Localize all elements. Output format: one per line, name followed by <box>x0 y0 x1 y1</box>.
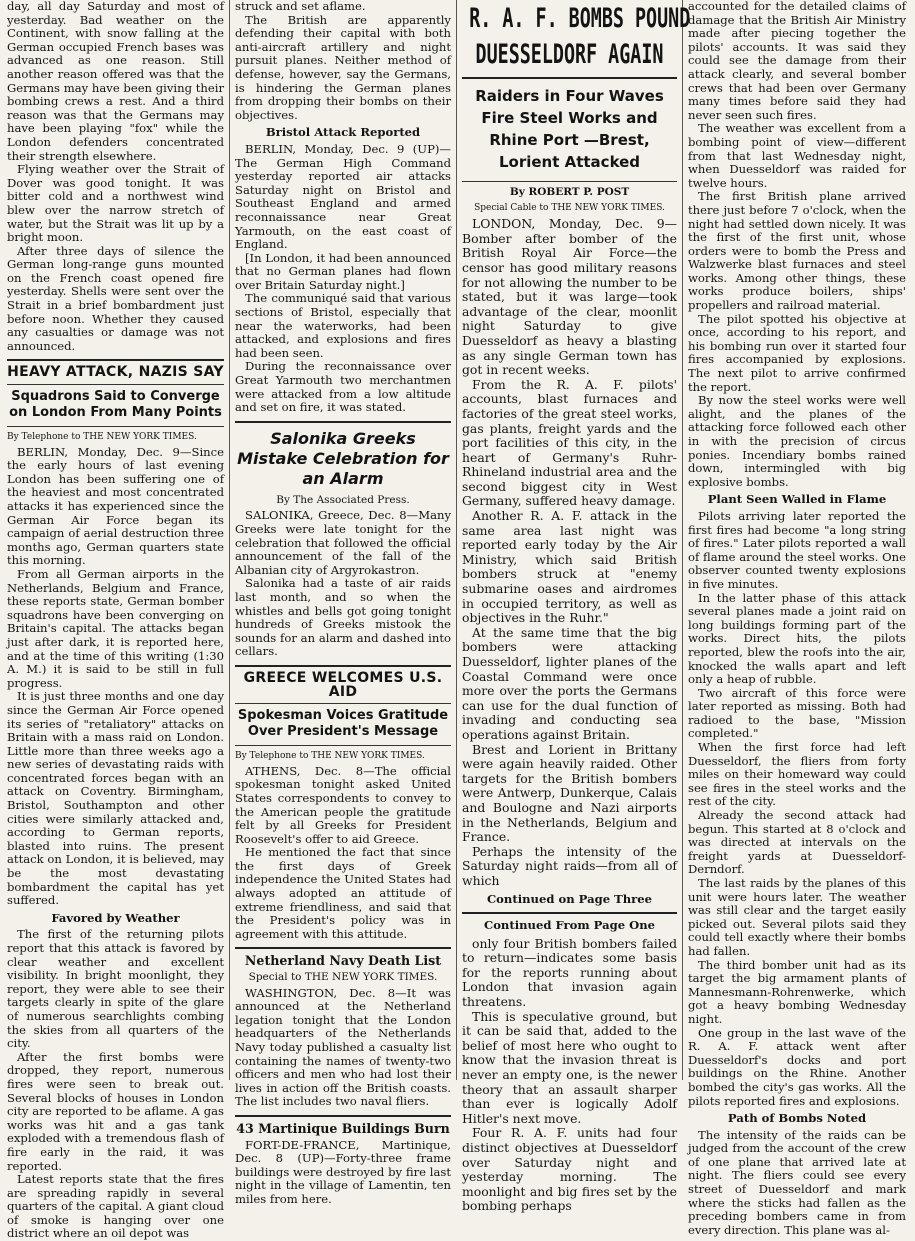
byline-author: By ROBERT P. POST <box>509 186 630 198</box>
banner-headline-line-1: R. A. F. BOMBS POUND <box>469 3 691 34</box>
subhead-favored-by-weather: Favored by Weather <box>51 910 180 925</box>
subhead-path-of-bombs: Path of Bombs Noted <box>727 1111 867 1126</box>
article-paragraph: Latest reports state that the fires are spreading rapidly in several quarters of the capital. A giant cloud of smoke is hanging over one district where an oil depot was <box>7 1172 224 1241</box>
headline-martinique: 43 Martinique Buildings Burn <box>236 1120 450 1136</box>
article-paragraph: Salonika had a taste of air raids last month, and so when the whistles and bells got going tonight hundreds of Greeks mistook the sounds for an alarm and dashed into cellars. <box>235 576 451 659</box>
column-3 <box>457 0 691 1214</box>
article-paragraph: Four R. A. F. units had four distinct objectives at Duesseldorf over Saturday night and yesterday morning. The moonlight and big fires set by the bombing perhaps <box>462 1125 677 1214</box>
subhead-bristol-attack: Bristol Attack Reported <box>265 125 421 140</box>
divider <box>235 421 451 423</box>
byline: By Telephone to THE NEW YORK TIMES. <box>235 751 425 762</box>
article-paragraph: The third bomber unit had as its target the big armament plants of Mannesmann-Rohrenwerke, which got a heavy bombing Wednesday night. <box>688 957 906 1026</box>
article-paragraph: The first British plane arrived there just before 7 o'clock, when the night had settled down nicely. It was the first of the first unit, whose orders were to bomb the Press and Walzwerke blast furnaces and steel works. Among other things, these works produce boilers, ships' propellers and railroad material. <box>688 189 906 313</box>
deck-spokesman: Spokesman Voices Gratitude Over President's Message <box>237 708 449 740</box>
article-paragraph: The intensity of the raids can be judged from the account of the crew of one plane that arrived late at night. The fliers could see every street of Duesseldorf and mark where the sticks had fallen as the preceding bombers came in from every direction. This plane was al- <box>688 1127 906 1237</box>
article-paragraph: The British are apparently defending their capital with both anti-aircraft artillery and night pursuit planes. Neither method of defense, however, say the Germans, is hindering the German planes from dropping their bombs on their objectives. <box>235 12 451 122</box>
article-paragraph: SALONIKA, Greece, Dec. 8—Many Greeks were late tonight for the celebration that followed the official announcement of the fall of the Albanian city of Argyrokastron. <box>235 508 451 577</box>
article-paragraph: It is just three months and one day since the German Air Force opened its series of "retaliatory" attacks on Britain with a mass raid on London. Little more than three weeks ago a new series of devastating raids with concentrated forces began with an attack on Coventry. Birmingham, Bristol, Southampton and other cities were similarly attacked and, according to German reports, blasted into ruins. The present attack on London, it is believed, may be the most devastating bombardment the capital has yet suffered. <box>7 689 224 908</box>
byline: Special Cable to THE NEW YORK TIMES. <box>474 202 665 213</box>
byline: Special to THE NEW YORK TIMES. <box>248 971 438 984</box>
article-paragraph: The pilot spotted his objective at once, according to his report, and his bombing run over it started four fires accompanied by explosions. The next pilot to arrive confirmed the report. <box>688 311 906 394</box>
article-paragraph: Brest and Lorient in Brittany were again heavily raided. Other targets for the British bombers were Antwerp, Dunkerque, Calais and Boulogne and Nazi airports in the Netherlands, Belgium and France. <box>462 741 677 845</box>
article-paragraph: Already the second attack had begun. This started at 8 o'clock and was directed at intervals on the freight yards at Duesseldorf-Derndorf. <box>688 808 906 877</box>
deck-raiders: Raiders in Four Waves Fire Steel Works and Rhine Port —Brest, Lorient Attacked <box>475 87 664 171</box>
divider <box>235 947 451 949</box>
article-paragraph: struck and set aflame. <box>235 0 366 13</box>
article-paragraph: The last raids by the planes of this unit were hours later. The weather was still clear and the target easily picked out. Several pilots said they could tell exactly where their bombs had fallen. <box>688 876 906 958</box>
article-paragraph: ATHENS, Dec. 8—The official spokesman tonight asked United States correspondents to convey to the American people the gratitude felt by all Greeks for President Roosevelt's offer to aid Greece. <box>235 763 451 846</box>
article-paragraph: The weather was excellent from a bombing point of view—different from that last Wednesday night, when Duesseldorf was raided for twelve hours. <box>688 121 906 190</box>
article-paragraph: After three days of silence the German long-range guns mounted on the French coast opened fire yesterday. Shells were sent over the Strait in a brief bombardment just before noon. Whether they caused any casualties or damage was not announced. <box>7 243 224 353</box>
article-paragraph: From all German airports in the Netherlands, Belgium and France, these reports state, German bomber squadrons have been converging on Britain's capital. The attacks began just after dark, it is reported here, and at the time of this writing (1:30 A. M.) it is said to be still in full progress. <box>7 566 224 690</box>
article-paragraph: When the first force had left Duesseldorf, the fliers from forty miles on their homeward way could see fires in the steel works and the rest of the city. <box>688 740 906 809</box>
article-paragraph: Pilots arriving later reported the first fires had become "a long string of fires." Later pilots reported a wall of flame around the steel works. One observer counted twenty explosions in five minutes. <box>688 508 906 591</box>
article-paragraph: He mentioned the fact that since the first days of Greek independence the United States had always adopted an attitude of extreme friendliness, and said that the President's policy was in agreement with this attitude. <box>235 845 451 941</box>
article-paragraph: only four British bombers failed to return—indicates some basis for the reports running about London that invasion again threatens. <box>462 935 677 1010</box>
article-paragraph: WASHINGTON, Dec. 8—It was announced at the Netherland legation tonight that the London headquarters of the Netherlands Navy today published a casualty list containing the names of twenty-two officers and men who had lost their lives in action off the British coasts. The list includes two naval fliers. <box>235 985 451 1109</box>
headline-heavy-attack: HEAVY ATTACK, NAZIS SAY <box>7 364 224 381</box>
article-paragraph: One group in the last wave of the R. A. F. attack went after Duesseldorf's docks and port buildings on the Rhine. Another bombed the city's gas works. All the pilots reported fires and explosions. <box>688 1025 906 1108</box>
article-paragraph: Another R. A. F. attack in the same area last night was reported early today by the Air Ministry, which said British bombers struck at "enemy submarine oases and airdromes in occupied territory, as well as objectives in the Ruhr." <box>462 508 677 626</box>
article-paragraph: Perhaps the intensity of the Saturday night raids—from all of which <box>462 843 677 888</box>
article-paragraph: Flying weather over the Strait of Dover was good tonight. It was bitter cold and a northwest wind blew over the narrow stretch of water, but the Strait was lit up by a bright moon. <box>7 162 224 245</box>
divider <box>7 359 224 361</box>
article-paragraph: BERLIN, Monday, Dec. 9 (UP)—The German High Command yesterday reported air attacks Saturday night on Bristol and Southeast England and armed reconnaissance near Great Yarmouth, on the east coast of England. <box>235 141 451 252</box>
divider <box>235 665 451 667</box>
column-1 <box>2 0 230 1241</box>
divider <box>235 745 451 746</box>
subhead-plant-seen: Plant Seen Walled in Flame <box>707 492 887 507</box>
article-paragraph: accounted for the detailed claims of damage that the British Air Ministry made after piecing together the pilots' accounts. It was said they could see the damage from their attack clearly, and several bomber crews that had been over Germany many times before said they had never seen such fires. <box>688 0 906 122</box>
article-paragraph: During the reconnaissance over Great Yarmouth two merchantmen were attacked from a low altitude and set on fire, it was stated. <box>235 359 451 415</box>
column-2 <box>230 0 457 1206</box>
article-paragraph: From the R. A. F. pilots' accounts, blast furnaces and factories of the great steel works, gas plants, freight yards and the port facilities of this city, in the heart of Germany's Ruhr-Rhineland industrial area and the second biggest city in West Germany, suffered heavy damage. <box>462 376 677 509</box>
article-paragraph: day, all day Saturday and most of yesterday. Bad weather on the Continent, with snow falling at the German occupied French bases was advanced as one reason. Still another reason offered was that the Germans may have been giving their bombing crews a rest. And a third reason was that the Germans may have been playing "fox" while the London defenders concentrated their strength elsewhere. <box>7 0 224 163</box>
divider <box>235 1115 451 1117</box>
divider <box>462 912 677 914</box>
article-paragraph: In the latter phase of this attack several planes made a joint raid on long buildings forming part of the works. Direct hits, the pilots reported, blew the roofs into the air, knocked the walls apart and left only a heap of rubble. <box>688 590 906 687</box>
byline: By The Associated Press. <box>276 493 410 506</box>
article-paragraph: At the same time that the big bombers were attacking Duesseldorf, lighter planes of the Coastal Command were once more over the ports the Germans can use for the dual function of invading and conducting sea operations against Britain. <box>462 624 677 742</box>
byline: By Telephone to THE NEW YORK TIMES. <box>7 432 197 443</box>
article-paragraph: [In London, it had been announced that no German planes had flown over Britain Saturday night.] <box>235 250 452 292</box>
divider <box>462 77 677 79</box>
article-paragraph: LONDON, Monday, Dec. 9—Bomber after bomber of the British Royal Air Force—the censor has good military reasons for not allowing the number to be stated, but it was large—took advantage of the clear, moonlit night Saturday to give Duesseldorf as heavy a blasting as any single German town has got in recent weeks. <box>462 216 677 378</box>
article-paragraph: This is speculative ground, but it can be said that, added to the belief of most here who ought to know that the invasion threat is never an empty one, is the newer theory that an assault sharper than ever is logically Adolf Hitler's next move. <box>462 1008 677 1126</box>
article-paragraph: The communiqué said that various sections of Bristol, especially that near the waterworks, had been attacked, and explosions and fires had been seen. <box>235 291 451 360</box>
headline-netherland-navy: Netherland Navy Death List <box>244 953 442 969</box>
article-paragraph: FORT-DE-FRANCE, Martinique, Dec. 8 (UP)—Forty-three frame buildings were destroyed by fire last night in the village of Lamentin, ten miles from here. <box>235 1137 451 1206</box>
article-paragraph: The first of the returning pilots report that this attack is favored by clear weather and excellent visibility. In bright moonlight, they report, they were able to see their targets clearly in spite of the glare of numerous searchlights combing the skies from all quarters of the city. <box>7 927 224 1051</box>
continued-on-note: Continued on Page Three <box>486 891 653 906</box>
article-paragraph: BERLIN, Monday, Dec. 9—Since the early hours of last evening London has been suffering one of the heaviest and most concentrated attacks it has experienced since the German Air Force began its campaign of aerial destruction three months ago, German quarters state this morning. <box>7 444 224 568</box>
headline-salonika: Salonika Greeks Mistake Celebration for an Alarm <box>237 428 449 488</box>
column-4 <box>683 0 911 1237</box>
article-paragraph: Two aircraft of this force were later reported as missing. Both had radioed to the base, "Mission completed." <box>688 685 906 741</box>
article-paragraph: After the first bombs were dropped, they report, numerous fires were seen to break out. Several blocks of houses in London city are reported to be aflame. A gas works was hit and a gas tank exploded with a tremendous flash of fire early in the raid, it was reported. <box>7 1049 224 1173</box>
divider <box>7 384 224 385</box>
divider <box>462 181 677 182</box>
banner-headline-line-2: DUESSELDORF AGAIN <box>475 39 664 70</box>
divider <box>235 703 451 704</box>
continued-from-note: Continued From Page One <box>483 918 656 933</box>
divider <box>7 426 224 427</box>
deck-squadrons: Squadrons Said to Converge on London From Many Points <box>9 389 222 421</box>
article-paragraph: By now the steel works were well alight, and the planes of the attacking force followed each other in with the precision of circus ponies. Incendiary bombs rained down, intermingled with big explosive bombs. <box>688 393 906 489</box>
headline-greece-welcomes: GREECE WELCOMES U.S. AID <box>243 669 443 700</box>
